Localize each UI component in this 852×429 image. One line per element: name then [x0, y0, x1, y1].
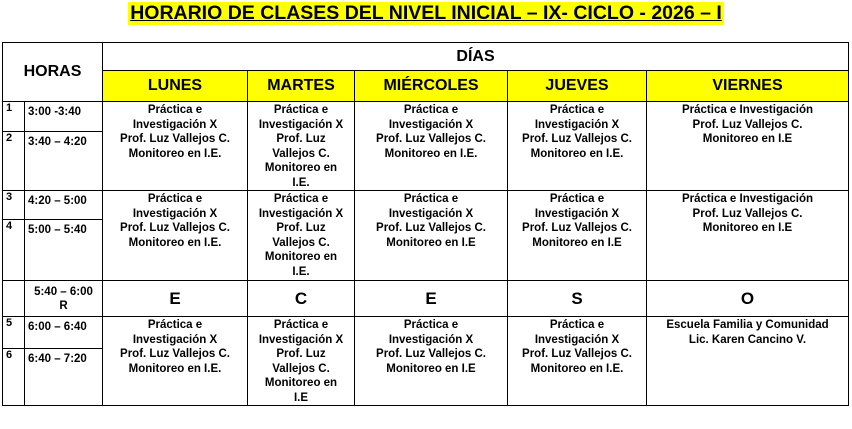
slot-number: 4 [3, 220, 25, 281]
class-cell-line: Práctica e [147, 193, 203, 205]
horas-header: HORAS [3, 43, 103, 102]
class-cell [355, 191, 508, 281]
class-cell-line: Prof. Luz Vallejos C. [376, 348, 486, 360]
slot-number: 5 [3, 317, 25, 349]
page-title-wrap [0, 2, 852, 25]
class-cell-line: Investigación X [534, 333, 620, 346]
class-cell-line: Prof. Luz Vallejos C. [376, 133, 486, 145]
class-cell-line: Práctica e Investigación [681, 193, 814, 205]
class-cell-line: Prof. Luz Vallejos C. [692, 207, 803, 220]
class-cell-line: Práctica e [403, 193, 459, 205]
class-cell-line: Investigación X [132, 207, 218, 220]
class-cell-line: Práctica e [403, 104, 459, 116]
class-cell-line: Práctica e [273, 104, 329, 116]
class-cell-line: Monitoreo en I.E. [128, 236, 222, 249]
class-cell-line: Práctica e [147, 104, 203, 116]
class-cell [647, 102, 849, 191]
slot-number: 2 [3, 132, 25, 191]
class-cell-line: Monitoreo en [264, 251, 338, 263]
class-cell-line: Investigación X [132, 333, 218, 346]
slot-time: 4:20 – 5:00 [25, 191, 103, 220]
class-cell [103, 102, 248, 191]
class-cell-line: Escuela Familia y Comunidad [666, 319, 829, 331]
slot-number: 1 [3, 102, 25, 132]
class-cell-line: Prof. Luz Vallejos C. [376, 222, 486, 234]
page-title: HORARIO DE CLASES DEL NIVEL INICIAL – IX- CICLO - 2026 – I [130, 2, 722, 24]
day-header-martes: MARTES [248, 71, 355, 102]
day-header-lunes: LUNES [103, 71, 248, 102]
class-cell-line: Prof. Luz Vallejos C. [120, 133, 230, 145]
class-cell-line: Práctica e [273, 193, 329, 205]
schedule-table [2, 42, 849, 406]
class-cell-line: Monitoreo en I.E. [128, 147, 222, 160]
class-cell [508, 317, 647, 406]
class-cell-line: Investigación X [258, 118, 344, 131]
class-cell [647, 191, 849, 281]
class-cell [248, 102, 355, 191]
class-cell [248, 317, 355, 406]
class-cell-line: Prof. Luz Vallejos C. [522, 133, 632, 145]
class-cell-line: Investigación X [388, 333, 474, 346]
class-cell-line: Monitoreo en I.E. [384, 147, 478, 160]
class-cell-line: Prof. Luz Vallejos C. [522, 348, 632, 360]
class-cell [248, 191, 355, 281]
class-cell [103, 191, 248, 281]
recess-time-range: 5:40 – 6:00 [34, 285, 93, 298]
slot-number: 3 [3, 191, 25, 220]
class-cell-line: Investigación X [258, 207, 344, 220]
class-cell-line: Vallejos C. [272, 147, 330, 160]
class-cell-line: Lic. Karen Cancino V. [688, 333, 807, 346]
class-cell-line: Práctica e [147, 319, 203, 331]
class-cell-line: Monitoreo en [264, 377, 338, 389]
class-cell-line: Monitoreo en I.E [702, 222, 793, 234]
class-cell-line: Monitoreo en I.E [386, 362, 476, 375]
recess-letter: E [103, 281, 248, 317]
recess-letter: O [647, 281, 849, 317]
class-cell [355, 317, 508, 406]
recess-letter: S [508, 281, 647, 317]
day-header-miercoles: MIÉRCOLES [355, 71, 508, 102]
class-cell-line: Prof. Luz Vallejos C. [692, 118, 803, 131]
class-cell-line: Práctica e [549, 104, 605, 116]
dias-header: DÍAS [103, 43, 849, 71]
class-cell-line: Monitoreo en I.E [386, 236, 476, 249]
slot-number [3, 281, 25, 317]
class-cell [508, 102, 647, 191]
slot-time: 3:40 – 4:20 [25, 132, 103, 191]
class-cell-line: Investigación X [388, 207, 474, 220]
class-cell-line: Monitoreo en I.E. [128, 362, 222, 375]
class-cell [647, 317, 849, 406]
class-cell-line: Prof. Luz [276, 222, 326, 234]
class-cell-line: I.E [293, 391, 309, 404]
slot-time: 6:00 – 6:40 [25, 317, 103, 349]
recess-letter: C [248, 281, 355, 317]
class-cell [355, 102, 508, 191]
class-cell-line: Prof. Luz [276, 348, 326, 360]
class-cell-line: Prof. Luz [276, 133, 326, 145]
class-cell-line: Práctica e Investigación [681, 104, 814, 116]
recess-time [25, 281, 103, 317]
class-cell-line: Vallejos C. [272, 236, 330, 249]
slot-time: 6:40 – 7:20 [25, 348, 103, 405]
class-cell-line: I.E. [292, 265, 310, 278]
recess-time-extra: R [59, 299, 68, 312]
class-cell-line: Investigación X [534, 118, 620, 131]
day-header-viernes: VIERNES [647, 71, 849, 102]
class-cell-line: Investigación X [132, 118, 218, 131]
class-cell [508, 191, 647, 281]
slot-number: 6 [3, 348, 25, 405]
class-cell-line: Investigación X [258, 333, 344, 346]
class-cell-line: Práctica e [549, 193, 605, 205]
day-header-jueves: JUEVES [508, 71, 647, 102]
class-cell-line: Investigación X [388, 118, 474, 131]
class-cell-line: Prof. Luz Vallejos C. [120, 348, 230, 360]
class-cell-line: Prof. Luz Vallejos C. [120, 222, 230, 234]
slot-time: 5:00 – 5:40 [25, 220, 103, 281]
class-cell-line: Prof. Luz Vallejos C. [522, 222, 632, 234]
class-cell-line: Práctica e [273, 319, 329, 331]
slot-time: 3:00 -3:40 [25, 102, 103, 132]
class-cell-line: Vallejos C. [272, 362, 330, 375]
class-cell-line: Investigación X [534, 207, 620, 220]
class-cell-line: Monitoreo en I.E [702, 133, 793, 145]
class-cell-line: Monitoreo en I.E. [530, 362, 624, 375]
class-cell-line: Monitoreo en [264, 162, 338, 174]
class-cell-line: Monitoreo en I.E [532, 236, 622, 249]
class-cell-line: Práctica e [549, 319, 605, 331]
recess-letter: E [355, 281, 508, 317]
class-cell-line: Monitoreo en I.E. [530, 147, 624, 160]
class-cell-line: I.E. [292, 176, 310, 189]
class-cell-line: Práctica e [403, 319, 459, 331]
class-cell [103, 317, 248, 406]
